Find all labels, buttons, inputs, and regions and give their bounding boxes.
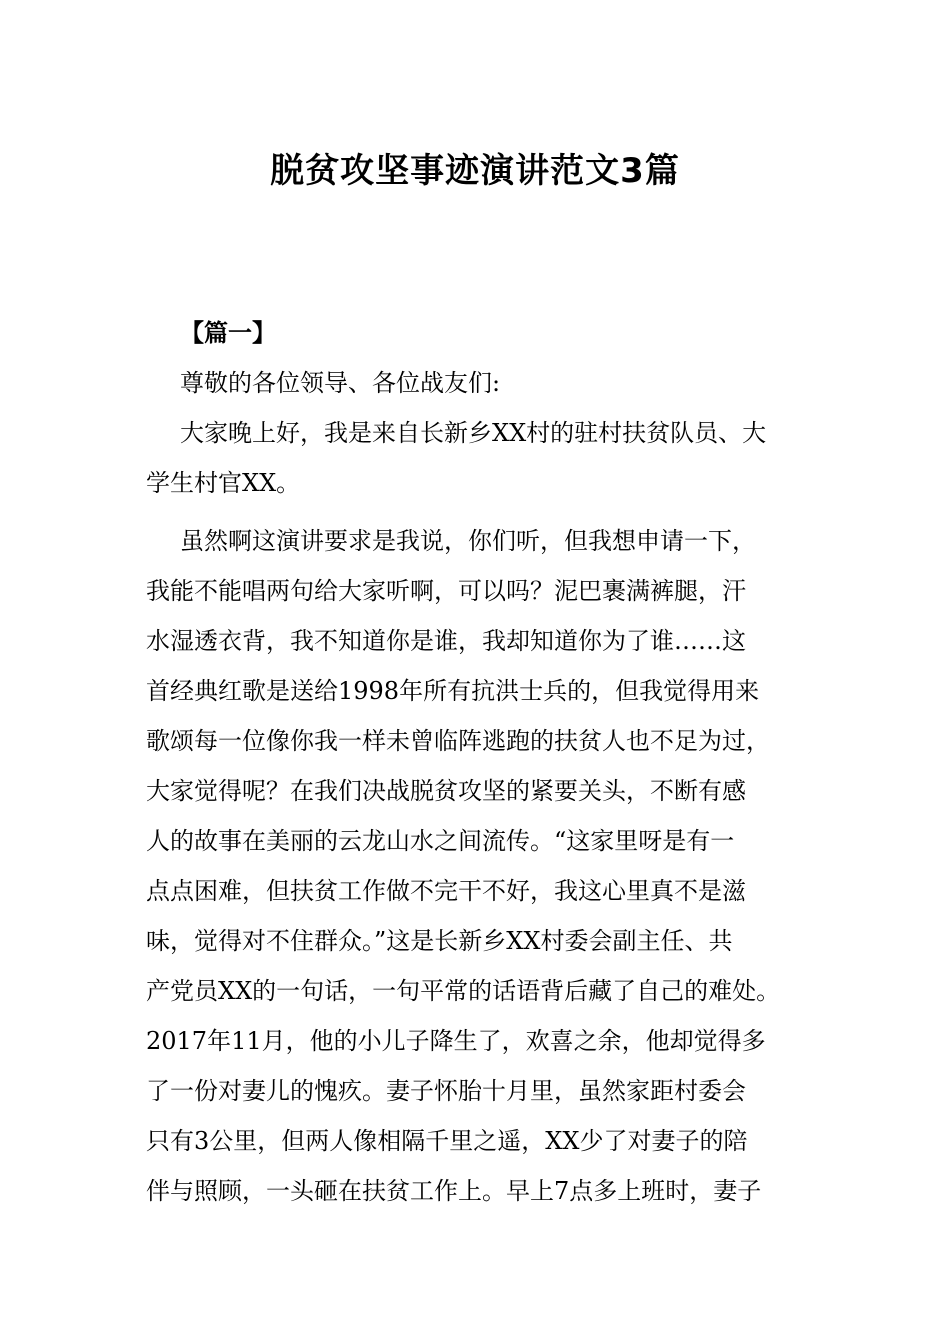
- paragraph-line: 大家觉得呢？在我们决战脱贫攻坚的紧要关头，不断有感: [146, 777, 746, 805]
- paragraph-line: 伴与照顾，一头砸在扶贫工作上。早上7点多上班时，妻子: [146, 1177, 762, 1205]
- document-title: 脱贫攻坚事迹演讲范文3篇: [270, 151, 680, 191]
- paragraph-line: 虽然啊这演讲要求是我说，你们听，但我想申请一下，: [180, 527, 756, 555]
- paragraph-line: 只有3公里，但两人像相隔千里之遥，XX少了对妻子的陪: [146, 1127, 748, 1155]
- paragraph-line: 我能不能唱两句给大家听啊，可以吗？泥巴裹满裤腿，汗: [146, 577, 746, 605]
- paragraph-line: 产党员XX的一句话，一句平常的话语背后藏了自己的难处。: [146, 977, 781, 1005]
- paragraph-line: 首经典红歌是送给1998年所有抗洪士兵的，但我觉得用来: [146, 677, 760, 705]
- paragraph-line: 味，觉得对不住群众。”这是长新乡XX村委会副主任、共: [146, 927, 733, 955]
- paragraph-line: 水湿透衣背，我不知道你是谁，我却知道你为了谁……这: [146, 627, 746, 655]
- paragraph-line: 人的故事在美丽的云龙山水之间流传。“这家里呀是有一: [146, 827, 735, 855]
- paragraph-line: 2017年11月，他的小儿子降生了，欢喜之余，他却觉得多: [146, 1027, 766, 1055]
- paragraph-line: 点点困难，但扶贫工作做不完干不好，我这心里真不是滋: [146, 877, 746, 905]
- paragraph-line: 学生村官XX。: [146, 469, 301, 497]
- paragraph-line: 大家晚上好，我是来自长新乡XX村的驻村扶贫队员、大: [180, 419, 767, 447]
- section-heading: 【篇一】: [180, 319, 276, 347]
- document-body: [146, 308, 810, 1216]
- paragraph-line: 歌颂每一位像你我一样未曾临阵逃跑的扶贫人也不足为过，: [146, 727, 770, 755]
- paragraph-line: 了一份对妻儿的愧疚。妻子怀胎十月里，虽然家距村委会: [146, 1077, 746, 1105]
- salutation: 尊敬的各位领导、各位战友们:: [180, 369, 501, 397]
